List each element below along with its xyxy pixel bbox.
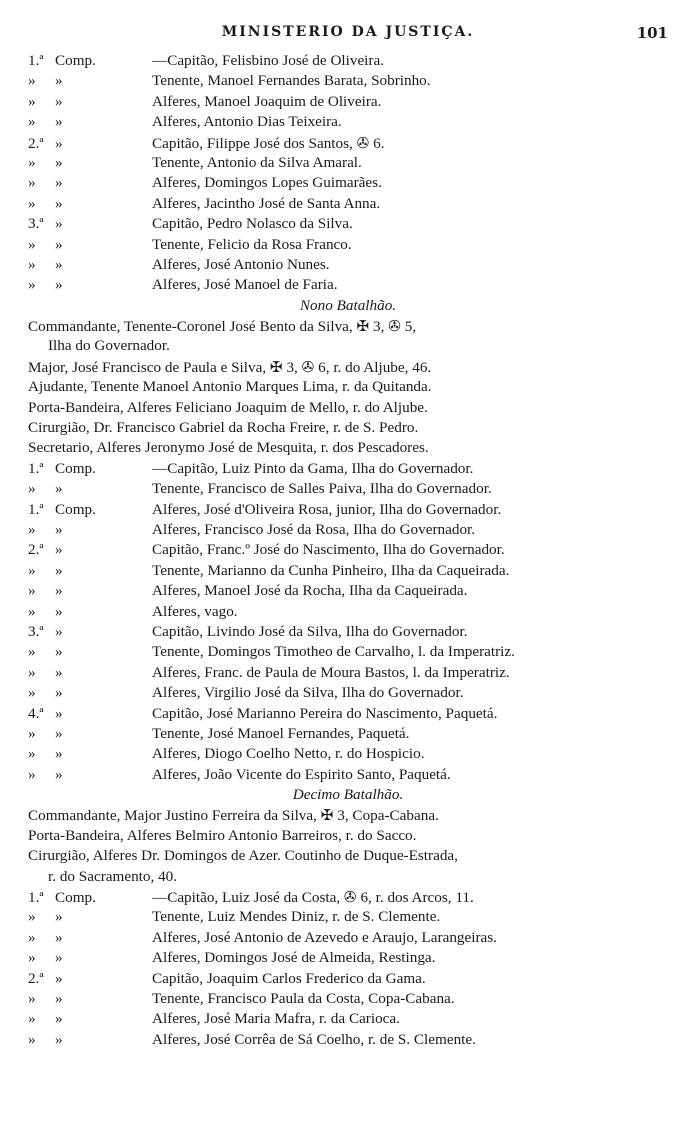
roster-line — [28, 501, 668, 521]
company-label: » — [55, 255, 63, 273]
company-label: » — [55, 72, 63, 90]
officer-entry: Alferes, José Corrêa de Sá Coelho, r. de S. Clemente. — [152, 1030, 476, 1048]
company-number: » — [28, 174, 36, 192]
company-number: 3.ª — [28, 622, 44, 640]
roster-line — [28, 541, 668, 561]
company-number: » — [28, 643, 36, 661]
officer-entry: Alferes, Franc. de Paula de Moura Bastos, l. da Imperatriz. — [152, 663, 510, 681]
officer-entry: Alferes, José Manoel de Faria. — [152, 276, 338, 294]
company-number: » — [28, 561, 36, 579]
company-label: » — [55, 949, 63, 967]
officer-entry: Tenente, Domingos Timotheo de Carvalho, l. da Imperatriz. — [152, 643, 515, 661]
company-label: » — [55, 765, 63, 783]
officer-entry: Cirurgião, Dr. Francisco Gabriel da Rocha Freire, r. de S. Pedro. — [28, 419, 419, 437]
company-number: » — [28, 582, 36, 600]
officer-entry: Capitão, Filippe José dos Santos, ✇ 6. — [152, 134, 385, 152]
roster-line — [28, 521, 668, 541]
company-number: » — [28, 194, 36, 212]
officer-entry: Ilha do Governador. — [48, 337, 170, 355]
company-number: » — [28, 663, 36, 681]
roster-line — [28, 93, 668, 113]
roster-line — [28, 970, 668, 990]
roster-line — [28, 317, 668, 337]
company-number: » — [28, 949, 36, 967]
roster-line — [28, 806, 668, 826]
company-number: » — [28, 684, 36, 702]
roster-line — [28, 439, 668, 459]
roster-line — [28, 236, 668, 256]
roster-line — [28, 195, 668, 215]
company-number: 4.ª — [28, 704, 44, 722]
company-number: » — [28, 602, 36, 620]
roster-line — [28, 460, 668, 480]
roster-line — [28, 256, 668, 276]
company-number: 1.ª — [28, 500, 44, 518]
section-heading — [28, 297, 668, 317]
company-number: 2.ª — [28, 134, 44, 152]
roster-line — [28, 949, 668, 969]
officer-entry: Alferes, Jacintho José de Santa Anna. — [152, 194, 381, 212]
company-number: 2.ª — [28, 541, 44, 559]
officer-entry: Alferes, Domingos José de Almeida, Restinga. — [152, 949, 436, 967]
officer-entry: Alferes, Diogo Coelho Netto, r. do Hospicio. — [152, 745, 425, 763]
roster-line — [28, 766, 668, 786]
company-number: » — [28, 113, 36, 131]
roster-line — [28, 113, 668, 133]
company-label: » — [55, 989, 63, 1007]
roster-line — [28, 154, 668, 174]
company-label: Comp. — [55, 52, 96, 69]
officer-entry: Commandante, Tenente-Coronel José Bento da Silva, ✠ 3, ✇ 5, — [28, 318, 417, 336]
officer-entry: Tenente, Luiz Mendes Diniz, r. de S. Clemente. — [152, 908, 441, 926]
company-number: » — [28, 72, 36, 90]
company-label: » — [55, 1010, 63, 1028]
company-label: » — [55, 582, 63, 600]
page-number: 101 — [636, 24, 668, 42]
officer-entry: Alferes, Francisco José da Rosa, Ilha do Governador. — [152, 520, 476, 538]
company-label: » — [55, 622, 63, 640]
roster-line — [28, 337, 668, 357]
company-label: » — [55, 724, 63, 742]
company-label: » — [55, 520, 63, 538]
officer-entry: —Capitão, Felisbino José de Oliveira. — [152, 52, 384, 69]
company-number: 1.ª — [28, 459, 44, 477]
officer-entry: Alferes, Antonio Dias Teixeira. — [152, 113, 342, 131]
company-label: Comp. — [55, 500, 96, 518]
company-number: » — [28, 520, 36, 538]
company-label: » — [55, 969, 63, 987]
officer-entry: Ajudante, Tenente Manoel Antonio Marques Lima, r. da Quitanda. — [28, 378, 432, 396]
officer-entry: Major, José Francisco de Paula e Silva, ✠ 3, ✇ 6, r. do Aljube, 46. — [28, 358, 432, 376]
officer-entry: Alferes, José Maria Mafra, r. da Carioca. — [152, 1010, 400, 1028]
officer-entry: Capitão, Livindo José da Silva, Ilha do Governador. — [152, 622, 468, 640]
roster-line — [28, 134, 668, 154]
company-number: » — [28, 255, 36, 273]
company-label: » — [55, 908, 63, 926]
company-label: » — [55, 745, 63, 763]
company-label: » — [55, 153, 63, 171]
roster-line — [28, 868, 668, 888]
officer-entry: Tenente, José Manoel Fernandes, Paquetá. — [152, 724, 410, 742]
officer-entry: Alferes, José Antonio Nunes. — [152, 255, 330, 273]
roster-line — [28, 419, 668, 439]
roster-line — [28, 705, 668, 725]
roster-line — [28, 603, 668, 623]
officer-entry: Alferes, Domingos Lopes Guimarães. — [152, 174, 382, 192]
roster-line — [28, 215, 668, 235]
company-number: » — [28, 928, 36, 946]
section-title: Decimo Batalhão. — [292, 786, 404, 804]
roster-line — [28, 684, 668, 704]
roster-line — [28, 1031, 668, 1051]
roster-line — [28, 52, 668, 72]
roster-line — [28, 1010, 668, 1030]
officer-entry: —Capitão, Luiz Pinto da Gama, Ilha do Governador. — [152, 459, 474, 477]
officer-entry: Alferes, José d'Oliveira Rosa, junior, Ilha do Governador. — [152, 500, 502, 518]
company-number: 1.ª — [28, 889, 44, 907]
officer-entry: Commandante, Major Justino Ferreira da Silva, ✠ 3, Copa-Cabana. — [28, 807, 439, 825]
company-number: » — [28, 276, 36, 294]
officer-entry: Alferes, João Vicente do Espirito Santo, Paquetá. — [152, 765, 451, 783]
roster-line — [28, 908, 668, 928]
company-label: » — [55, 235, 63, 253]
roster-line — [28, 745, 668, 765]
page-header — [28, 24, 668, 48]
company-label: » — [55, 602, 63, 620]
officer-entry: Capitão, José Marianno Pereira do Nascimento, Paquetá. — [152, 704, 498, 722]
company-number: » — [28, 989, 36, 1007]
officer-entry: Porta-Bandeira, Alferes Feliciano Joaquim de Mello, r. do Aljube. — [28, 398, 428, 416]
officer-entry: Secretario, Alferes Jeronymo José de Mesquita, r. dos Pescadores. — [28, 439, 429, 457]
roster-line — [28, 480, 668, 500]
company-label: » — [55, 561, 63, 579]
roster-line — [28, 664, 668, 684]
company-number: 3.ª — [28, 215, 44, 233]
company-label: » — [55, 663, 63, 681]
company-number: » — [28, 480, 36, 498]
section-heading — [28, 786, 668, 806]
officer-entry: r. do Sacramento, 40. — [48, 867, 178, 885]
roster-line — [28, 276, 668, 296]
company-label: » — [55, 134, 63, 152]
roster-line — [28, 174, 668, 194]
roster-line — [28, 643, 668, 663]
officer-entry: Tenente, Francisco Paula da Costa, Copa-Cabana. — [152, 989, 455, 1007]
roster-line — [28, 847, 668, 867]
company-label: » — [55, 92, 63, 110]
officer-entry: Porta-Bandeira, Alferes Belmiro Antonio Barreiros, r. do Sacco. — [28, 826, 417, 844]
officer-entry: Alferes, Manoel Joaquim de Oliveira. — [152, 92, 382, 110]
company-label: » — [55, 643, 63, 661]
officer-entry: Tenente, Antonio da Silva Amaral. — [152, 153, 362, 171]
officer-entry: Capitão, Joaquim Carlos Frederico da Gama. — [152, 969, 426, 987]
officer-entry: Alferes, Virgilio José da Silva, Ilha do Governador. — [152, 684, 464, 702]
company-number: » — [28, 908, 36, 926]
company-number: » — [28, 153, 36, 171]
company-label: » — [55, 480, 63, 498]
officer-entry: —Capitão, Luiz José da Costa, ✇ 6, r. dos Arcos, 11. — [152, 889, 474, 907]
officer-entry: Tenente, Marianno da Cunha Pinheiro, Ilha da Caqueirada. — [152, 561, 510, 579]
officer-entry: Alferes, vago. — [152, 602, 238, 620]
company-label: » — [55, 113, 63, 131]
company-label: » — [55, 541, 63, 559]
officer-entry: Tenente, Manoel Fernandes Barata, Sobrinho. — [152, 72, 431, 90]
company-label: » — [55, 928, 63, 946]
company-label: » — [55, 704, 63, 722]
company-number: » — [28, 724, 36, 742]
roster-line — [28, 358, 668, 378]
page-body — [28, 52, 668, 1051]
company-label: » — [55, 174, 63, 192]
company-label: » — [55, 684, 63, 702]
roster-line — [28, 399, 668, 419]
officer-entry: Capitão, Pedro Nolasco da Silva. — [152, 215, 353, 233]
officer-entry: Capitão, Franc.º José do Nascimento, Ilha do Governador. — [152, 541, 505, 559]
section-title: Nono Batalhão. — [299, 296, 397, 314]
company-number: » — [28, 745, 36, 763]
roster-line — [28, 725, 668, 745]
roster-line — [28, 827, 668, 847]
roster-line — [28, 929, 668, 949]
roster-line — [28, 623, 668, 643]
company-number: » — [28, 92, 36, 110]
company-label: » — [55, 215, 63, 233]
officer-entry: Tenente, Felicio da Rosa Franco. — [152, 235, 352, 253]
company-number: 1.ª — [28, 52, 44, 69]
company-label: » — [55, 1030, 63, 1048]
roster-line — [28, 582, 668, 602]
officer-entry: Cirurgião, Alferes Dr. Domingos de Azer. Coutinho de Duque-Estrada, — [28, 847, 458, 865]
roster-line — [28, 888, 668, 908]
company-number: » — [28, 235, 36, 253]
roster-line — [28, 72, 668, 92]
company-label: Comp. — [55, 889, 96, 907]
officer-entry: Alferes, José Antonio de Azevedo e Araujo, Larangeiras. — [152, 928, 497, 946]
officer-entry: Tenente, Francisco de Salles Paiva, Ilha do Governador. — [152, 480, 492, 498]
company-number: 2.ª — [28, 969, 44, 987]
roster-line — [28, 378, 668, 398]
company-number: » — [28, 765, 36, 783]
roster-line — [28, 562, 668, 582]
page-title: MINISTERIO DA JUSTIÇA. — [221, 24, 475, 40]
company-number: » — [28, 1010, 36, 1028]
company-number: » — [28, 1030, 36, 1048]
company-label: Comp. — [55, 459, 96, 477]
roster-line — [28, 990, 668, 1010]
officer-entry: Alferes, Manoel José da Rocha, Ilha da Caqueirada. — [152, 582, 468, 600]
company-label: » — [55, 194, 63, 212]
company-label: » — [55, 276, 63, 294]
